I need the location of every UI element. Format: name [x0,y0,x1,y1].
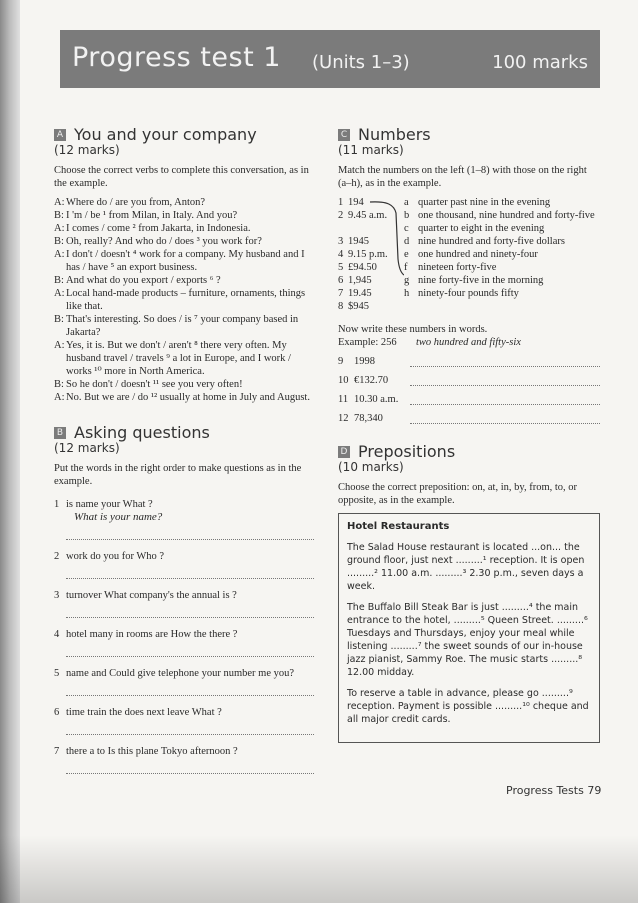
match-left-list [338,196,404,313]
section-title: You and your company [74,125,257,144]
item-text: nine hundred and forty-five dollars [418,236,565,247]
question-number: 4 [54,629,60,640]
dialogue-line [54,235,314,248]
speaker-label: A: [54,249,65,260]
question-words: name and Could give telephone your number me you? [66,668,295,679]
item-letter: c [404,223,409,234]
section-marks: (12 marks) [54,441,120,455]
item-number: 10 [338,375,349,386]
dialogue-line [54,222,314,235]
match-right-item [404,209,600,222]
item-letter: e [404,249,409,260]
section-instruction: Choose the correct preposition: on, at, in, by, from, to, or opposite, as in the example. [338,482,578,506]
speaker-label: A: [54,340,65,351]
words-example-label: Example: 256 [338,337,397,348]
speaker-label: B: [54,275,64,286]
dialogue [54,196,314,404]
question-item [54,498,314,540]
question-line [54,745,314,758]
words-item [338,393,600,406]
item-text: nine forty-five in the morning [418,275,544,286]
section-letter-badge: C [338,129,350,141]
item-value: 10.30 a.m. [354,394,399,405]
item-number: 1 [338,197,344,208]
box-title: Hotel Restaurants [347,521,450,532]
item-letter: d [404,236,410,247]
box-paragraph: The Buffalo Bill Steak Bar is just .........⁴ the main entrance to the hotel, .........⁵ Queen Street. .........⁶ Tuesdays and Thursdays, enjoy your meal while listening .........⁷ the sweet sounds of our in-house jazz pianist, Sammy Roe. The music starts .........⁸ 12.00 midday. [347,602,588,678]
speaker-label: B: [54,314,64,325]
dialogue-line [54,313,314,339]
dialogue-line [54,274,314,287]
answer-line[interactable] [66,605,314,618]
questions-list [54,498,314,774]
item-value: 194 [348,197,364,208]
dialogue-text: And what do you export / exports ⁶ ? [66,275,221,286]
dialogue-text: I comes / come ² from Jakarta, in Indonesia. [66,223,251,234]
dialogue-text: Yes, it is. But we don't / aren't ⁸ there very often. My husband travel / travels ⁹ a lot in Europe, and I work / works ¹⁰ more in North America. [66,340,291,377]
dialogue-text: So he don't / doesn't ¹¹ see you very often! [66,379,243,390]
item-value: 19.45 [348,288,372,299]
dialogue-text: That's interesting. So does / is ⁷ your company based in Jakarta? [66,314,299,338]
question-item [54,628,314,657]
match-right-list [404,196,600,313]
answer-line[interactable] [66,566,314,579]
item-text: ninety-four pounds fifty [418,288,519,299]
section-instruction: Match the numbers on the left (1–8) with those on the right (a–h), as in the example. [338,165,587,189]
item-value: 1998 [354,356,375,367]
question-item [54,589,314,618]
section-title: Asking questions [74,423,210,442]
item-text: quarter past nine in the evening [418,197,551,208]
item-number: 6 [338,275,344,286]
dialogue-line [54,378,314,391]
dialogue-line [54,209,314,222]
match-right-item [404,196,600,209]
item-letter: h [404,288,410,299]
item-number: 4 [338,249,344,260]
header-banner [60,30,600,88]
units-label: (Units 1–3) [312,52,410,73]
speaker-label: B: [54,236,64,247]
dialogue-text: I 'm / be ¹ from Milan, in Italy. And you? [66,210,238,221]
speaker-label: A: [54,392,65,403]
box-paragraph: The Salad House restaurant is located ...on... the ground floor, just next .........¹ reception. It is open .........² 11.00 a.m. .........³ 2.30 p.m., seven days a week. [347,542,585,592]
item-letter: b [404,210,410,221]
dialogue-line [54,339,314,378]
example-answer: What is your name? [74,511,163,523]
item-value: $945 [348,301,369,312]
item-number: 11 [338,394,349,405]
matching-exercise [338,196,600,313]
section-a-heading [54,125,314,144]
item-value: 9.15 p.m. [348,249,388,260]
section-d-heading [338,442,600,461]
section-marks: (12 marks) [54,143,120,157]
question-item [54,706,314,735]
speaker-label: B: [54,379,64,390]
answer-line[interactable] [66,683,314,696]
total-marks: 100 marks [492,52,588,73]
dialogue-line [54,287,314,313]
words-example [338,336,600,349]
answer-line[interactable] [410,412,600,424]
answer-line[interactable] [410,374,600,386]
item-number: 9 [338,356,344,367]
question-words: there a to Is this plane Tokyo afternoon ? [66,746,238,757]
page-title: Progress test 1 [72,42,281,73]
hotel-restaurants-box [338,513,600,743]
question-words: is name your What ? [66,499,153,510]
section-instruction: Put the words in the right order to make questions as in the example. [54,463,302,487]
item-value: £94.50 [348,262,377,273]
item-letter: a [404,197,409,208]
question-line [54,667,314,680]
question-line [54,706,314,719]
question-words: time train the does next leave What ? [66,707,222,718]
question-number: 5 [54,668,60,679]
item-text: one thousand, nine hundred and forty-five [418,210,595,221]
speaker-label: A: [54,288,65,299]
section-marks: (11 marks) [338,143,404,157]
words-item [338,412,600,425]
answer-line[interactable] [66,644,314,657]
book-gutter [0,0,22,903]
section-b-heading [54,423,314,442]
words-instruction: Now write these numbers in words. [338,324,488,335]
speaker-label: A: [54,197,65,208]
question-number: 7 [54,746,60,757]
speaker-label: B: [54,210,64,221]
words-example-answer: two hundred and fifty-six [416,337,521,348]
section-letter-badge: B [54,427,66,439]
question-words: hotel many in rooms are How the there ? [66,629,238,640]
section-letter-badge: D [338,446,350,458]
match-right-item [404,287,600,300]
answer-line[interactable] [410,355,600,367]
match-right-item [404,261,600,274]
item-value: 1,945 [348,275,372,286]
dialogue-line [54,391,314,404]
section-letter-badge: A [54,129,66,141]
question-item [54,745,314,774]
right-column [338,125,600,743]
item-value: 78,340 [354,413,383,424]
match-right-item [404,235,600,248]
question-number: 3 [54,590,60,601]
question-line [54,550,314,563]
answer-line[interactable] [66,527,314,540]
question-line [54,628,314,641]
item-value: €132.70 [354,375,389,386]
question-line [54,498,314,511]
question-words: work do you for Who ? [66,551,165,562]
item-number: 3 [338,236,344,247]
item-letter: g [404,275,410,286]
item-text: one hundred and ninety-four [418,249,538,260]
item-number: 12 [338,413,349,424]
match-right-item [404,274,600,287]
speaker-label: A: [54,223,65,234]
match-right-item [404,222,600,235]
words-item [338,374,600,387]
dialogue-text: Oh, really? And who do / does ³ you work for? [66,236,262,247]
match-left-item [338,300,404,313]
item-number: 2 [338,210,344,221]
answer-line[interactable] [66,761,314,774]
question-number: 2 [54,551,60,562]
box-paragraphs [347,541,591,726]
question-item [54,667,314,696]
item-value: 1945 [348,236,369,247]
match-left-item [338,287,404,300]
item-number: 7 [338,288,344,299]
dialogue-line [54,196,314,209]
question-number: 1 [54,499,60,510]
answer-line[interactable] [66,722,314,735]
section-marks: (10 marks) [338,460,404,474]
page-footer: Progress Tests 79 [506,784,602,797]
question-line [54,589,314,602]
section-c-heading [338,125,600,144]
item-number: 5 [338,262,344,273]
words-item [338,355,600,368]
question-item [54,550,314,579]
answer-line[interactable] [410,393,600,405]
dialogue-text: I don't / doesn't ⁴ work for a company. My husband and I has / have ⁵ an export business. [66,249,305,273]
box-paragraph: To reserve a table in advance, please go .........⁹ reception. Payment is possible .........¹⁰ cheque and all major credit cards. [347,688,589,725]
question-number: 6 [54,707,60,718]
dialogue-line [54,248,314,274]
section-title: Numbers [358,125,431,144]
item-letter: f [404,262,408,273]
question-words: turnover What company's the annual is ? [66,590,237,601]
left-column [54,125,314,774]
section-title: Prepositions [358,442,456,461]
dialogue-text: Where do / are you from, Anton? [66,197,206,208]
item-number: 8 [338,301,344,312]
item-value: 9.45 a.m. [348,210,388,221]
words-list [338,355,600,425]
section-instruction: Choose the correct verbs to complete this conversation, as in the example. [54,165,309,189]
item-text: nineteen forty-five [418,262,497,273]
dialogue-text: Local hand-made products – furniture, ornaments, things like that. [66,288,306,312]
example-match-line-icon [368,199,404,279]
item-text: quarter to eight in the evening [418,223,545,234]
dialogue-text: No. But we are / do ¹² usually at home in July and August. [66,392,310,403]
match-right-item [404,248,600,261]
scan-shadow [0,835,638,903]
